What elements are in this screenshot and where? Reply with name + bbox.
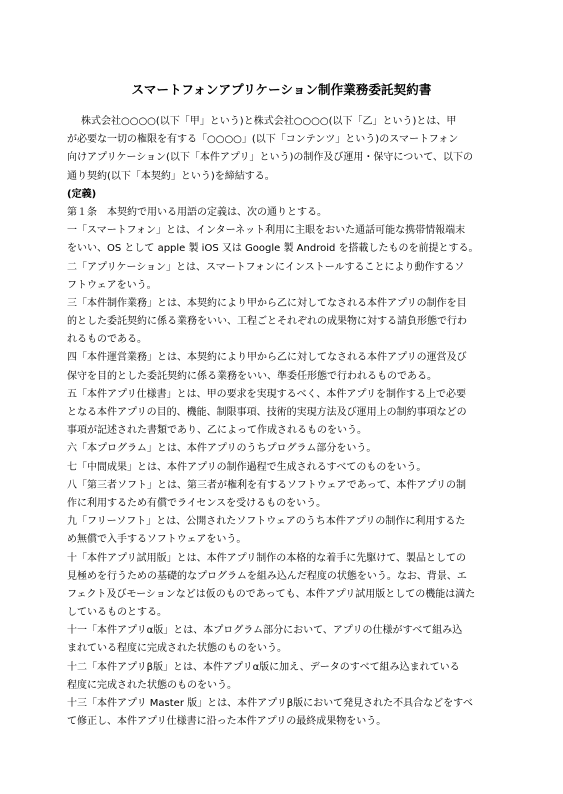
definition-line: フトウェアをいう。 <box>67 279 157 291</box>
definition-line: しているものとする。 <box>67 607 167 619</box>
article-1: 第１条 本契約で用いる用語の定義は、次の通りとする。 <box>67 206 327 218</box>
definition-line: 十「本件アプリ試用版」とは、本件アプリ制作の本格的な着手に先駆けて、製品としての <box>67 552 466 564</box>
definition-line: まれている程度に完成された状態のものをいう。 <box>67 643 287 655</box>
definition-line: 的とした委託契約に係る業務をいい、工程ごとそれぞれの成果物に対する請負形態で行わ <box>67 316 467 328</box>
definition-line: 九「フリーソフト」とは、公開されたソフトウェアのうち本件アプリの制作に利用するた <box>67 516 466 528</box>
section-heading: (定義) <box>67 188 97 200</box>
definition-line: 五「本件アプリ仕様書」とは、甲の要求を実現するべく、本件アプリを制作する上で必要 <box>67 388 466 400</box>
definitions-list <box>67 222 507 731</box>
definition-line: 程度に完成された状態のものをいう。 <box>67 679 237 691</box>
preamble-line: 株式会社○○○○(以下「甲」という)と株式会社○○○○(以下「乙」という)とは、甲 <box>81 116 457 127</box>
definition-line: れるものである。 <box>67 334 147 346</box>
preamble-line: 通り契約(以下「本契約」という)を締結する。 <box>67 170 275 182</box>
definition-line: て修正し、本件アプリ仕様書に沿った本件アプリの最終成果物をいう。 <box>67 716 387 728</box>
definition-line: 七「中間成果」とは、本件アプリの制作過程で生成されるすべてのものをいう。 <box>67 461 427 473</box>
definition-line: フェクト及びモーションなどは仮のものであっても、本件アプリ試用版としての機能は満た <box>67 588 476 600</box>
definition-line: となる本件アプリの目的、機能、制限事項、技術的実現方法及び運用上の制約事項などの <box>67 407 467 418</box>
definition-line: 三「本件制作業務」とは、本契約により甲から乙に対してなされる本件アプリの制作を目 <box>67 297 467 309</box>
definition-line: 十三「本件アプリ Master 版」とは、本件アプリβ版において発見された不具合などをすべ <box>67 698 473 709</box>
definition-line: 八「第三者ソフト」とは、第三者が権利を有するソフトウェアであって、本件アプリの制 <box>67 479 466 491</box>
definition-line: 作に利用するため有償でライセンスを受けるものをいう。 <box>67 497 327 509</box>
document-body <box>67 113 507 731</box>
document-title: スマートフォンアプリケーション制作業務委託契約書 <box>131 82 432 97</box>
definition-line: 一「スマートフォン」とは、インターネット利用に主眼をおいた通話可能な携帯情報端末 <box>67 225 466 237</box>
definition-line: 四「本件運営業務」とは、本契約により甲から乙に対してなされる本件アプリの運営及び <box>67 352 467 364</box>
definition-line: をいい、OS として apple 製 iOS 又は Google 製 Android を搭載したものを前提とする。 <box>67 243 479 255</box>
definition-line: 十一「本件アプリα版」とは、本プログラム部分において、アプリの仕様がすべて組み込 <box>67 625 463 637</box>
definition-line: 十二「本件アプリβ版」とは、本件アプリα版に加え、データのすべて組み込まれている <box>67 661 460 673</box>
definition-line: 見極めを行うための基礎的なプログラムを組み込んだ程度の状態をいう。なお、背景、エ <box>67 570 467 582</box>
definition-line: 二「アプリケーション」とは、スマートフォンにインストールすることにより動作するソ <box>67 261 465 273</box>
definition-line: 保守を目的とした委託契約に係る業務をいい、準委任形態で行われるものである。 <box>67 370 437 382</box>
preamble <box>67 113 507 186</box>
definition-line: め無償で入手するソフトウェアをいう。 <box>67 534 247 546</box>
definition-line: 事項が記述された書類であり、乙によって作成されるものをいう。 <box>67 425 367 437</box>
preamble-line: が必要な一切の権限を有する「○○○○」(以下「コンテンツ」という)のスマートフォン <box>67 134 459 146</box>
definition-line: 六「本プログラム」とは、本件アプリのうちプログラム部分をいう。 <box>67 443 377 455</box>
preamble-line: 向けアプリケーション(以下「本件アプリ」という)の制作及び運用・保守について、以下の <box>67 152 474 164</box>
